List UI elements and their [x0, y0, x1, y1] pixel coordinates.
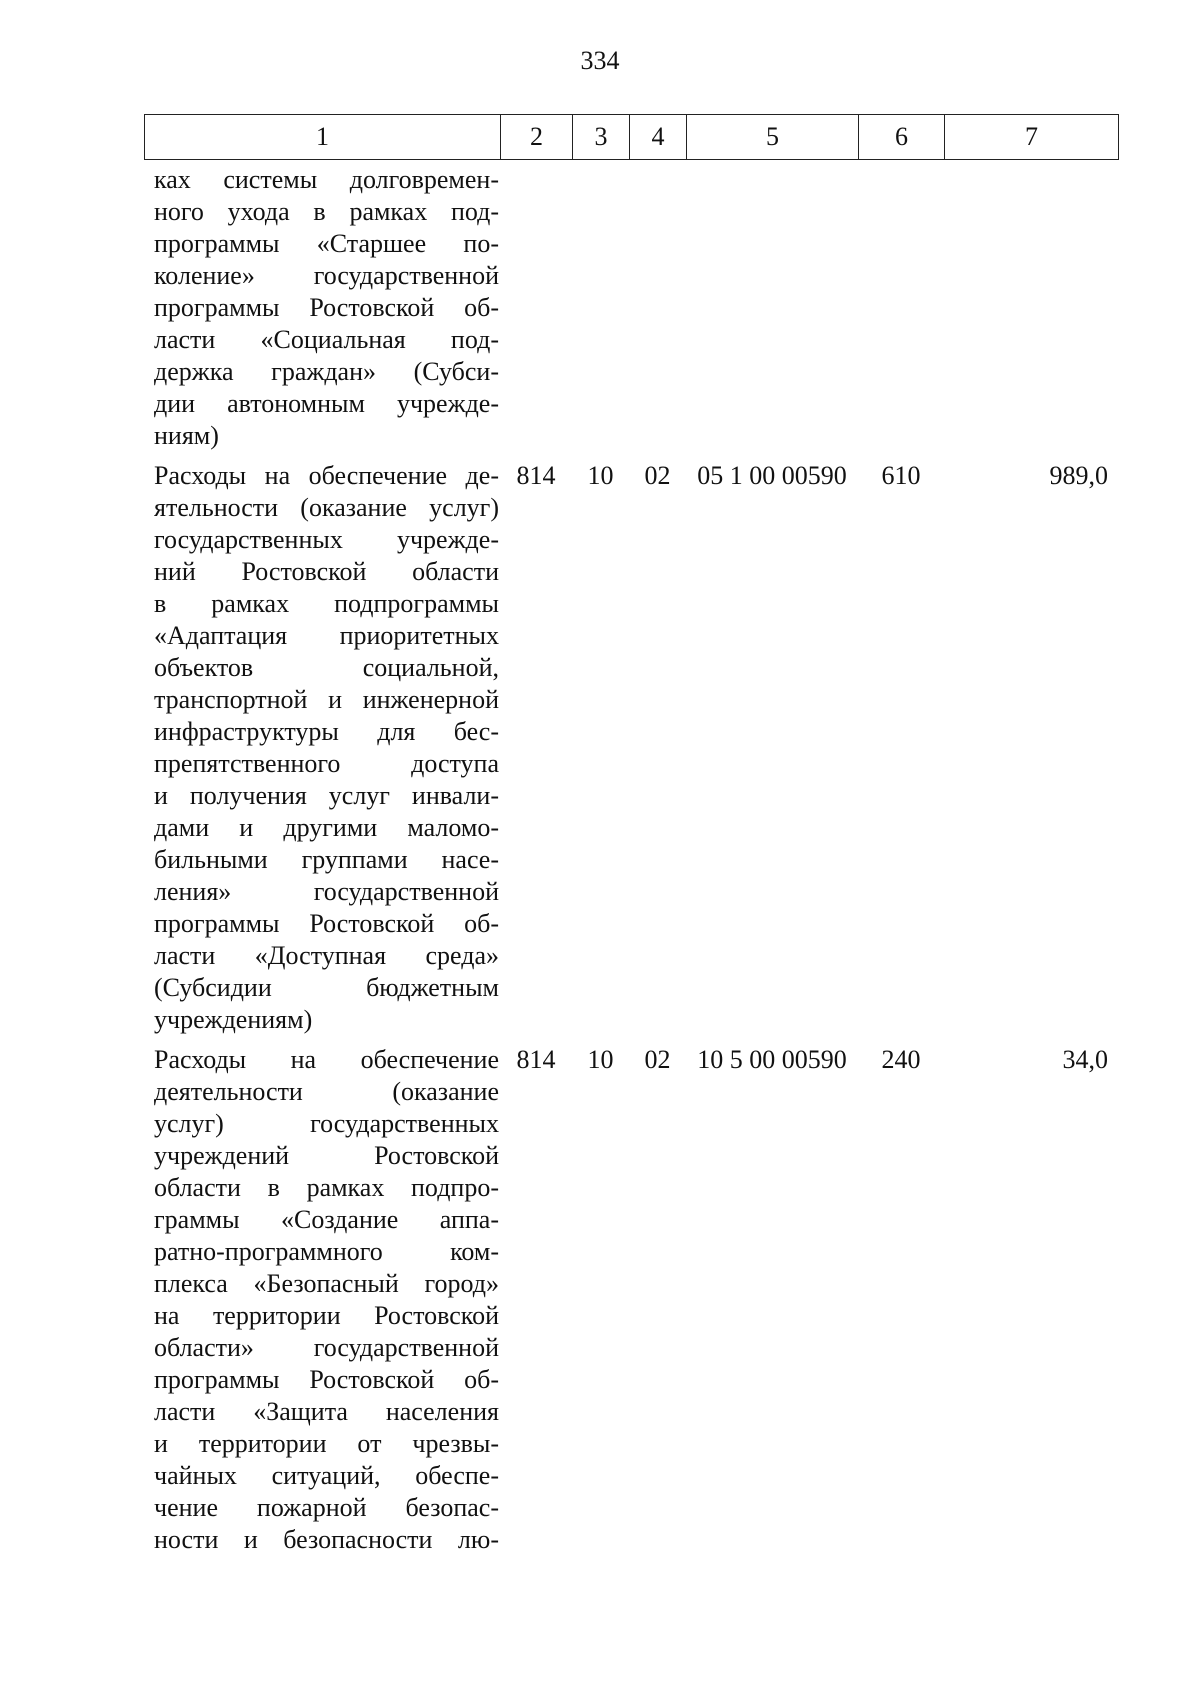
description-line: препятственного доступа — [154, 749, 499, 778]
description-line: ного ухода в рамках под- — [154, 197, 499, 226]
section-code: 10 — [587, 1045, 614, 1074]
target-article-code: 05 1 00 00590 — [697, 461, 847, 490]
amount: 34,0 — [1062, 1045, 1108, 1074]
description-line: держка граждан» (Субси- — [154, 357, 499, 386]
description-line: (Субсидии бюджетным — [154, 973, 499, 1002]
description-line: ятельности (оказание услуг) — [154, 493, 499, 522]
description-line: ласти «Доступная среда» — [154, 941, 499, 970]
description-line: бильными группами насе- — [154, 845, 499, 874]
table-body — [144, 164, 1118, 1556]
column-header-6: 6 — [859, 115, 945, 160]
description-line: ности и безопасности лю- — [154, 1525, 499, 1554]
description-line: ласти «Социальная под- — [154, 325, 499, 354]
page-number: 334 — [580, 46, 620, 75]
column-header-1: 1 — [145, 115, 501, 160]
description-line: услуг) государственных — [154, 1109, 499, 1138]
description-line: государственных учрежде- — [154, 525, 499, 554]
amount: 989,0 — [1049, 461, 1108, 490]
description-line: граммы «Создание аппа- — [154, 1205, 499, 1234]
row-description — [144, 460, 499, 1036]
description-line: программы «Старшее по- — [154, 229, 499, 258]
description-line: чайных ситуаций, обеспе- — [154, 1461, 499, 1490]
description-line: учреждениям) — [154, 1005, 313, 1034]
description-line: программы Ростовской об- — [154, 1365, 499, 1394]
table-row — [144, 460, 1118, 1036]
description-line: в рамках подпрограммы — [154, 589, 499, 618]
description-line: плекса «Безопасный город» — [154, 1269, 499, 1298]
description-line: «Адаптация приоритетных — [154, 621, 499, 650]
column-header-4: 4 — [630, 115, 687, 160]
description-line: ления» государственной — [154, 877, 499, 906]
table-row — [144, 1044, 1118, 1556]
target-article-code: 10 5 00 00590 — [697, 1045, 847, 1074]
row-description — [144, 164, 499, 452]
description-line: учреждений Ростовской — [154, 1141, 499, 1170]
column-header-7: 7 — [945, 115, 1119, 160]
description-line: инфраструктуры для бес- — [154, 717, 499, 746]
description-line: объектов социальной, — [154, 653, 499, 682]
section-code: 10 — [587, 461, 614, 490]
description-line: ратно-программного ком- — [154, 1237, 499, 1266]
column-header-3: 3 — [573, 115, 630, 160]
column-header-table — [144, 114, 1119, 160]
description-line: Расходы на обеспечение де- — [154, 461, 499, 490]
description-line: транспортной и инженерной — [154, 685, 499, 714]
ministry-code: 814 — [516, 461, 556, 490]
description-line: Расходы на обеспечение — [154, 1045, 499, 1074]
description-line: ниям) — [154, 421, 219, 450]
row-description — [144, 1044, 499, 1556]
description-line: программы Ростовской об- — [154, 293, 499, 322]
column-header-5: 5 — [687, 115, 859, 160]
description-line: ний Ростовской области — [154, 557, 499, 586]
description-line: ках системы долговремен- — [154, 165, 499, 194]
subsection-code: 02 — [644, 461, 671, 490]
column-header-row — [145, 115, 1119, 160]
description-line: области» государственной — [154, 1333, 499, 1362]
expense-type-code: 240 — [881, 1045, 921, 1074]
description-line: чение пожарной безопас- — [154, 1493, 499, 1522]
subsection-code: 02 — [644, 1045, 671, 1074]
description-line: деятельности (оказание — [154, 1077, 499, 1106]
description-line: и территории от чрезвы- — [154, 1429, 499, 1458]
description-line: ласти «Защита населения — [154, 1397, 499, 1426]
description-line: области в рамках подпро- — [154, 1173, 499, 1202]
description-line: коление» государственной — [154, 261, 499, 290]
column-header-2: 2 — [501, 115, 573, 160]
description-line: на территории Ростовской — [154, 1301, 499, 1330]
ministry-code: 814 — [516, 1045, 556, 1074]
description-line: дии автономным учрежде- — [154, 389, 499, 418]
description-line: программы Ростовской об- — [154, 909, 499, 938]
description-line: и получения услуг инвали- — [154, 781, 499, 810]
table-row — [144, 164, 1118, 452]
expense-type-code: 610 — [881, 461, 921, 490]
description-line: дами и другими маломо- — [154, 813, 499, 842]
